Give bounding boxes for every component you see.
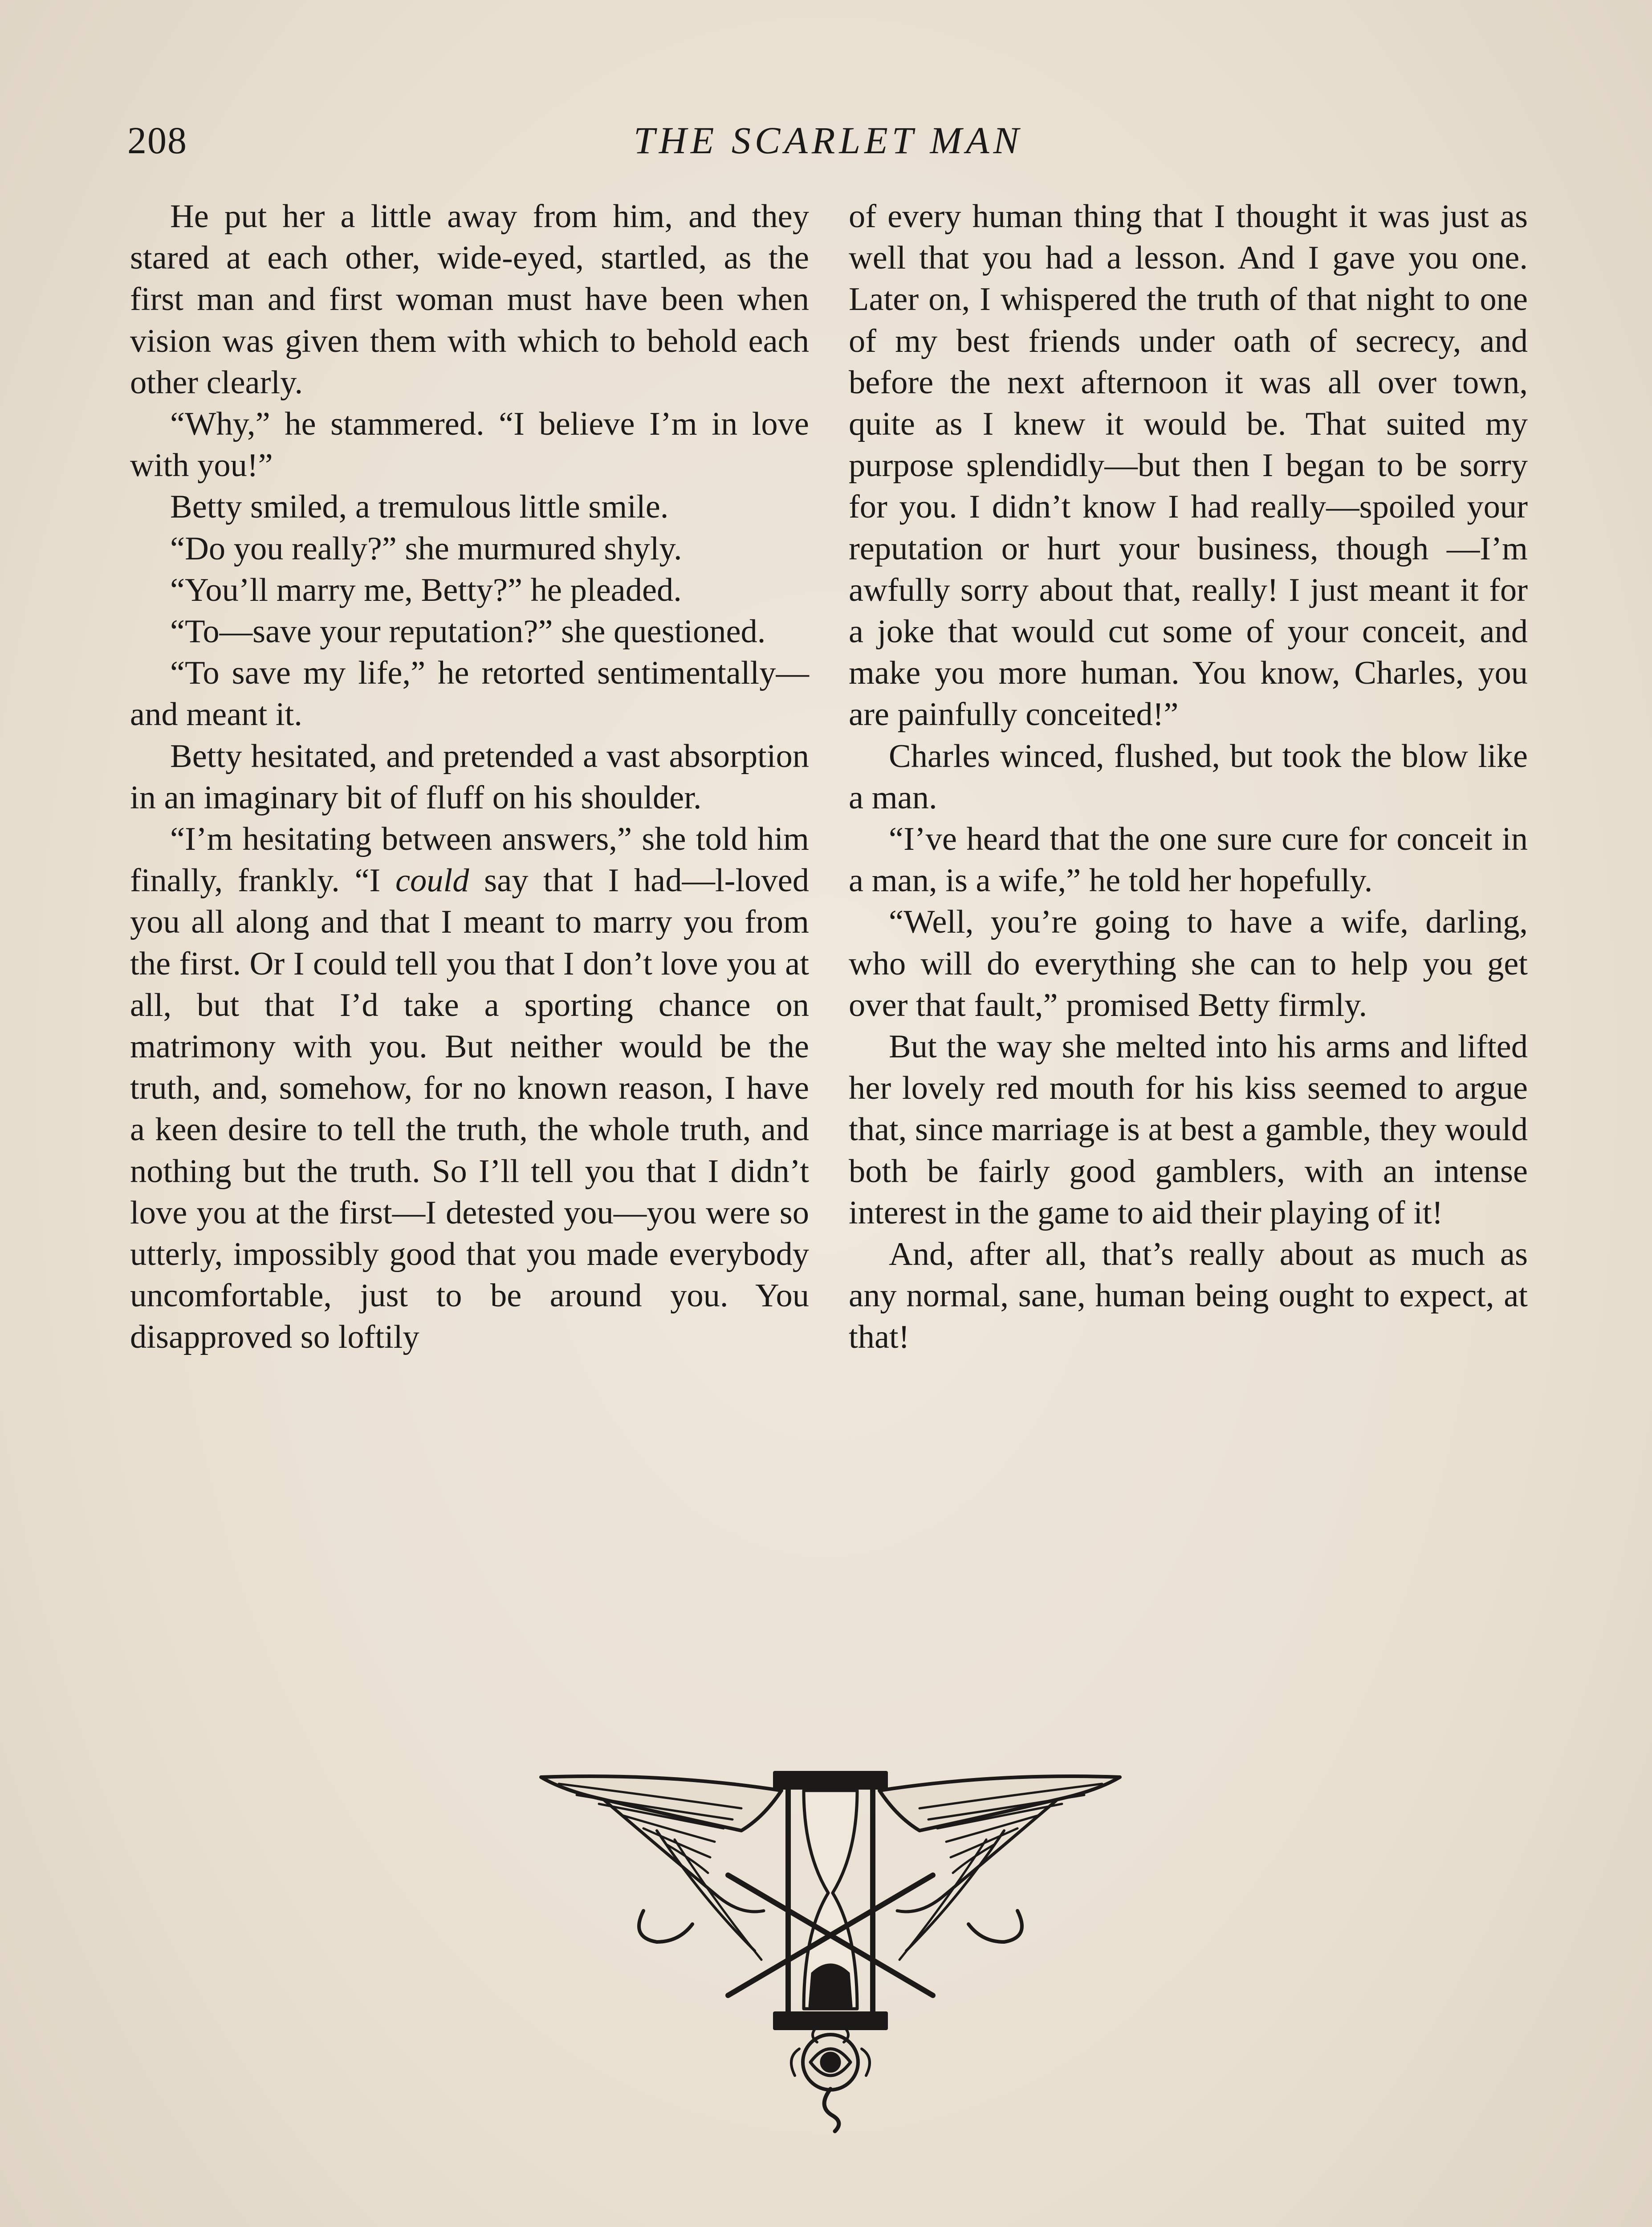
paragraph: Charles winced, flushed, but took the blow like a man. <box>849 738 1528 816</box>
paragraph: “To—save your reputation?” she questioned. <box>170 613 766 650</box>
paragraph: “Do you really?” she murmured shyly. <box>170 530 682 567</box>
right-text-column <box>849 196 1528 1358</box>
paragraph: Betty smiled, a tremulous little smile. <box>170 489 669 526</box>
left-text-column <box>130 196 809 1358</box>
paragraph: And, after all, that’s really about as much as any normal, sane, human being ought to expect, at that! <box>849 1236 1528 1356</box>
winged-hourglass-ornament-icon <box>532 1764 1129 2133</box>
paragraph: “To save my life,” he retorted sentimentally—and meant it. <box>130 655 809 733</box>
paragraph: “You’ll marry me, Betty?” he pleaded. <box>170 571 682 608</box>
paragraph: But the way she melted into his arms and lifted her lovely red mouth for his kiss seemed to argue that, since marriage is at best a gamble, they would both be fairly good gamblers, with an intense interest in the game to aid their playing of it! <box>849 1028 1528 1231</box>
page-number: 208 <box>127 119 187 162</box>
paragraph: of every human thing that I thought it was just as well that you had a lesson. And I gave you one. Later on, I whispered the truth of that night to one of my best friends under oath of secrecy, and before the next afternoon it was all over town, quite as I knew it would be. That suited my purpose splendidly—but then I began to be sorry for you. I didn’t know I had really—spoiled your reputation or hurt your business, though —I’m awfully sorry about that, really! I just meant it for a joke that would cut some of your conceit, and make you more human. You know, Charles, you are painfully conceited!” <box>849 198 1528 733</box>
emphasized-word: could <box>395 862 469 899</box>
paragraph: Betty hesitated, and pretended a vast absorption in an imaginary bit of fluff on his shoulder. <box>130 738 809 816</box>
paragraph: “I’ve heard that the one sure cure for conceit in a man, is a wife,” he told her hopefully. <box>849 821 1528 899</box>
paragraph-text: say that I had—l-loved you all along and that I meant to marry you from the first. Or I could tell you that I don’t love you at all, but that I’d take a sporting chance on matrimony with you. But neither would be the truth, and, somehow, for no known reason, I have a keen desire to tell the truth, the whole truth, and nothing but the truth. So I’ll tell you that I didn’t love you at the first—I detested you—you were so utterly, impossibly good that you made everybody uncomfortable, just to be around you. You disapproved so loftily <box>130 862 809 1356</box>
paragraph-text: “I’m hesitating between answers,” she told him finally, frankly. “I <box>130 821 809 899</box>
page-header <box>0 111 1652 165</box>
paragraph <box>130 819 809 1358</box>
running-head-title: THE SCARLET MAN <box>633 119 1023 162</box>
paragraph: He put her a little away from him, and they stared at each other, wide-eyed, startled, as the first man and first woman must have been when vision was given them with which to behold each other clearly. <box>130 198 809 401</box>
paragraph: “Why,” he stammered. “I believe I’m in love with you!” <box>130 406 809 484</box>
paragraph: “Well, you’re going to have a wife, darling, who will do everything she can to help you get over that fault,” promised Betty firmly. <box>849 904 1528 1024</box>
